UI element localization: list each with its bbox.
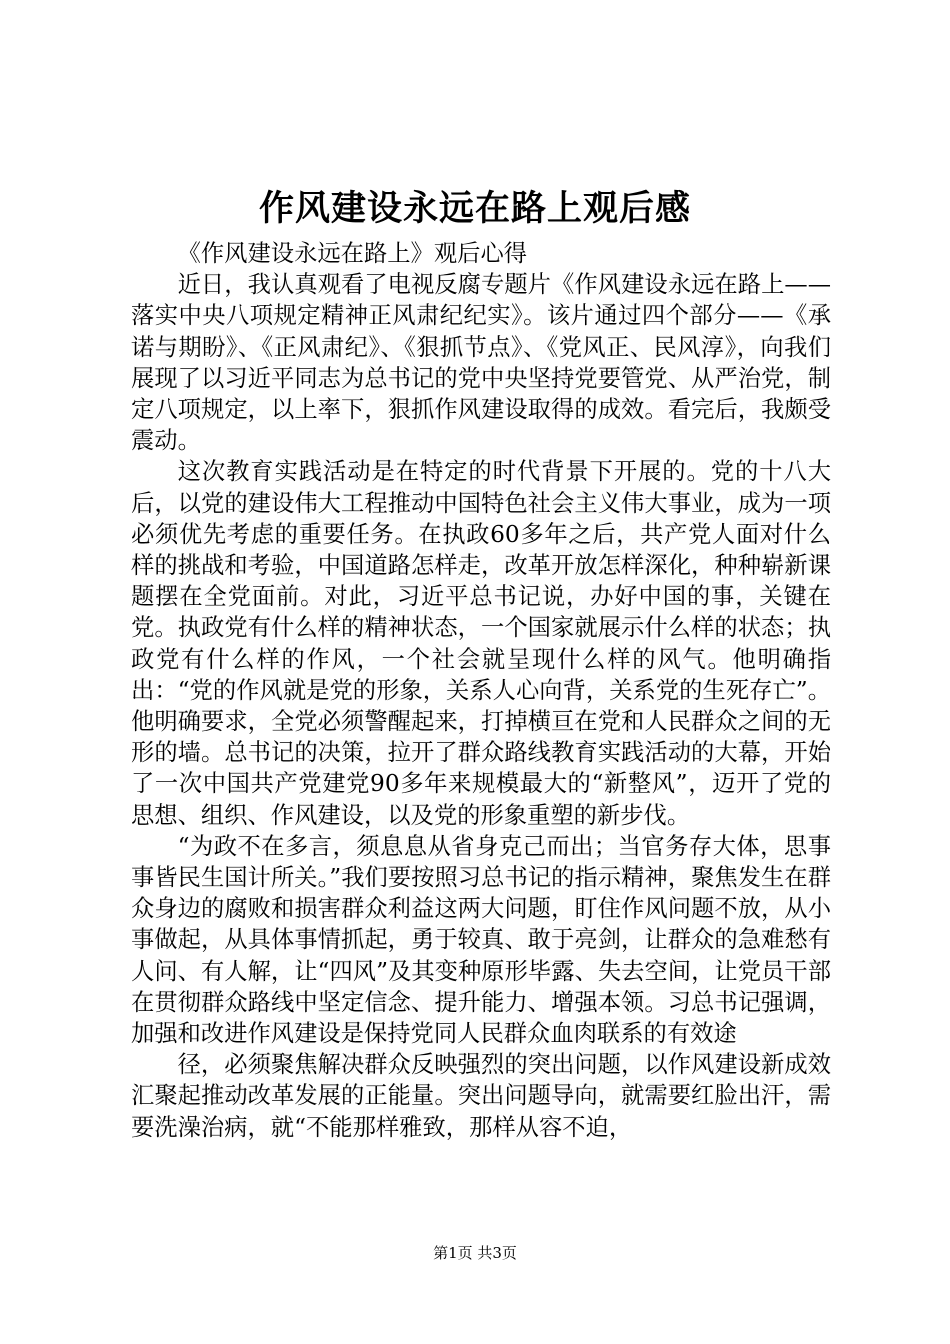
document-body xyxy=(131,238,831,1143)
document-title: 作风建设永远在路上观后感 xyxy=(258,188,691,229)
body-paragraph: “为政不在多言，须息息从省身克己而出；当官务存大体，思事事皆民生国计所关。”我们要按照习总书记的指示精神，聚焦发生在群众身边的腐败和损害群众利益这两大问题，盯住作风问题不放，从小事做起，从具体事情抓起，勇于较真、敢于亮剑，让群众的急难愁有人问、有人解，让“四风”及其变种原形毕露、失去空间，让党员干部在贯彻群众路线中坚定信念、提升能力、增强本领。习总书记强调，加强和改进作风建设是保持党同人民群众血肉联系的有效途 xyxy=(131,832,831,1048)
subtitle-paragraph: 《作风建设永远在路上》观后心得 xyxy=(177,240,528,267)
body-paragraph: 这次教育实践活动是在特定的时代背景下开展的。党的十八大后，以党的建设伟大工程推动中国特色社会主义伟大事业，成为一项必须优先考虑的重要任务。在执政60多年之后，共产党人面对什么样的挑战和考验，中国道路怎样走，改革开放怎样深化，种种崭新课题摆在全党面前。对此，习近平总书记说，办好中国的事，关键在党。执政党有什么样的精神状态，一个国家就展示什么样的状态；执政党有什么样的作风，一个社会就呈现什么样的风气。他明确指出：“党的作风就是党的形象，关系人心向背，关系党的生死存亡”。他明确要求，全党必须警醒起来，打掉横亘在党和人民群众之间的无形的墙。总书记的决策，拉开了群众路线教育实践活动的大幕，开始了一次中国共产党建党90多年来规模最大的“新整风”，迈开了党的思想、组织、作风建设，以及党的形象重塑的新步伐。 xyxy=(131,458,831,829)
page-number-footer: 第1页 共3页 xyxy=(433,1244,517,1262)
body-paragraph: 径，必须聚焦解决群众反映强烈的突出问题，以作风建设新成效汇聚起推动改革发展的正能量。突出问题导向，就需要红脸出汗，需要洗澡治病，就“不能那样雅致，那样从容不迫， xyxy=(131,1051,831,1141)
body-paragraph: 近日，我认真观看了电视反腐专题片《作风建设永远在路上——落实中央八项规定精神正风肃纪纪实》。该片通过四个部分——《承诺与期盼》、《正风肃纪》、《狠抓节点》、《党风正、民风淳》，向我们展现了以习近平同志为总书记的党中央坚持党要管党、从严治党，制定八项规定，以上率下，狠抓作风建设取得的成效。看完后，我颇受震动。 xyxy=(131,271,831,455)
